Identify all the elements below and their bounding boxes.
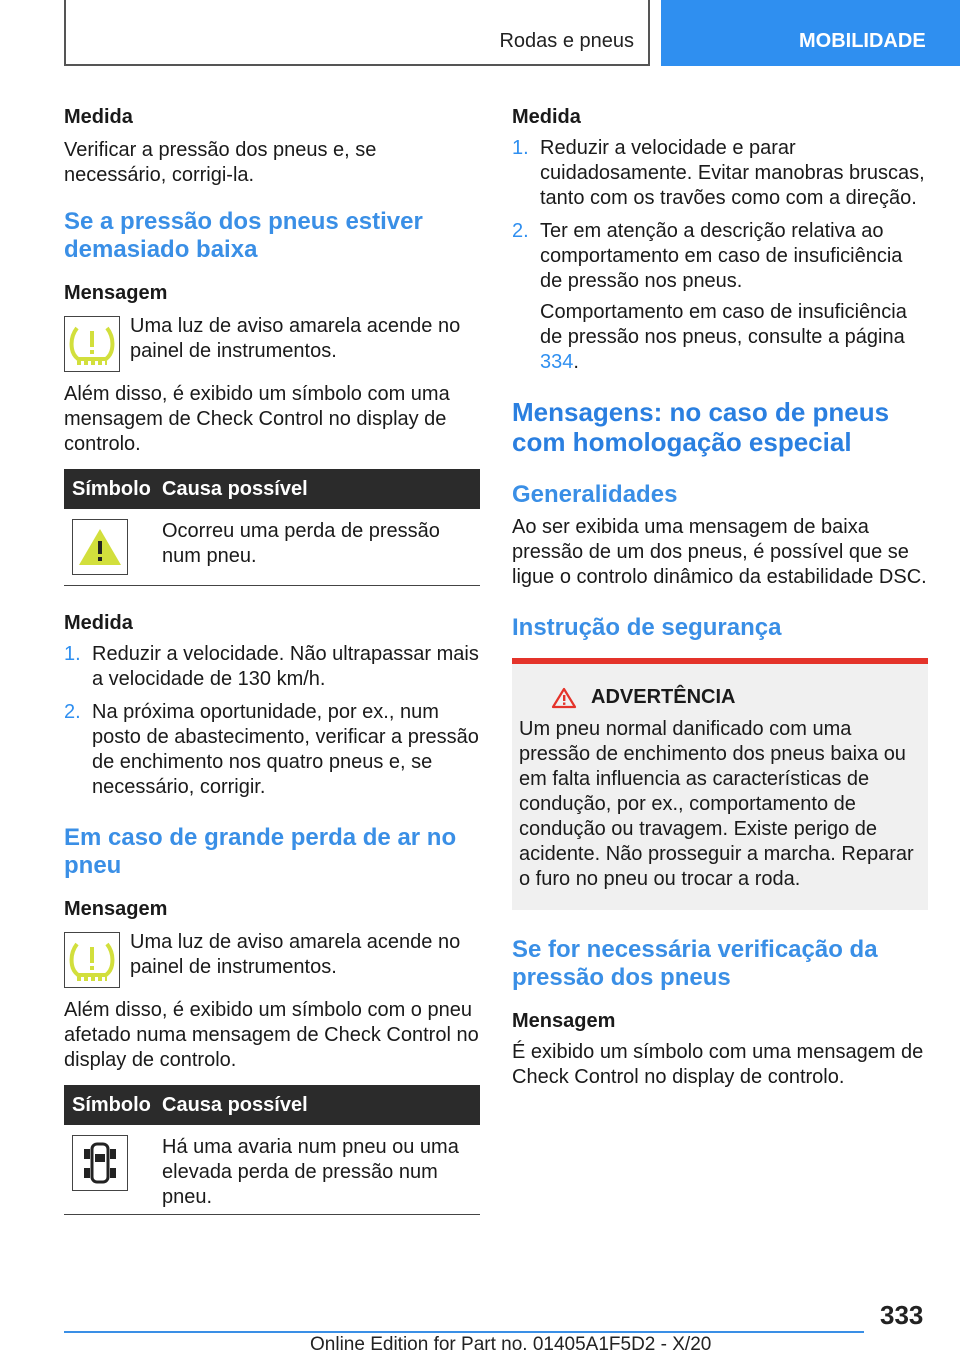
symbol-table (64, 1085, 480, 1215)
list-text: Reduzir a velocidade e parar cuidadosamente. Evitar manobras bruscas, tanto com os travões como com a direção. (540, 137, 925, 209)
heading-low-pressure: Se a pressão dos pneus estiver demasiado baixa (64, 208, 423, 263)
table-header (64, 1085, 480, 1125)
table-row (64, 509, 480, 586)
list-number: 1. (512, 137, 529, 159)
tpms-warning-icon (64, 316, 120, 372)
message-row (64, 930, 480, 988)
mensagem-label: Mensagem (64, 898, 168, 920)
list-item (512, 219, 928, 294)
header-section-title: Rodas e pneus (499, 30, 634, 52)
medida-label: Medida (64, 106, 133, 128)
message-row (64, 314, 480, 372)
page-link[interactable]: 334 (540, 351, 574, 373)
symbol-table (64, 469, 480, 586)
table-cause-text: Ocorreu uma perda de pressão num pneu. (162, 520, 440, 567)
warning-title: ADVERTÊNCIA (591, 686, 736, 708)
heading-air-loss: Em caso de grande perda de ar no pneu (64, 824, 457, 879)
list-text: Reduzir a velocidade. Não ultrapassar mais a velocidade de 130 km/h. (92, 643, 479, 690)
medida-label: Medida (512, 106, 581, 128)
tpms-warning-icon (64, 932, 120, 988)
list-number: 1. (64, 643, 81, 665)
table-cause-text: Há uma avaria num pneu ou uma elevada perda de pressão num pneu. (162, 1136, 459, 1208)
list-number: 2. (512, 220, 529, 242)
medida-text: Verificar a pressão dos pneus e, se necessário, corrigi-la. (64, 139, 377, 186)
right-column (512, 104, 928, 1090)
warning-text: Um pneu normal danificado com uma pressão de enchimento dos pneus baixa ou em falta influencia as características de condução, por ex., comportamento de condução ou travagem. Existe perigo de acidente. Não prosseguir a marcha. Reparar o furo no pneu ou trocar a roda. (519, 718, 914, 890)
heading-safety: Instrução de segurança (512, 614, 782, 641)
mensagem-label: Mensagem (512, 1010, 616, 1032)
message-text: É exibido um símbolo com uma mensagem de Check Control no display de controlo. (512, 1041, 924, 1088)
warning-header (551, 686, 920, 709)
list-number: 2. (64, 701, 81, 723)
table-header-symbol: Símbolo (72, 477, 151, 500)
medida-list (64, 642, 480, 800)
additional-symbol-text: Além disso, é exibido um símbolo com uma mensagem de Check Control no display de controlo. (64, 383, 450, 455)
medida-list (512, 136, 928, 294)
generalidades-text: Ao ser exibida uma mensagem de baixa pressão de um dos pneus, é possível que se ligue o controlo dinâmico da estabilidade DSC. (512, 516, 927, 588)
left-column (64, 104, 480, 1215)
message-text: Uma luz de aviso amarela acende no painel de instrumentos. (130, 931, 461, 978)
table-header-cause: Causa possível (162, 477, 308, 500)
header-left-frame (64, 0, 650, 66)
footer-edition: Online Edition for Part no. 01405A1F5D2 - X/20 (310, 1334, 712, 1355)
list-text: Na próxima oportunidade, por ex., num posto de abastecimento, verificar a pressão de enchimento nos quatro pneus e, se necessário, corrigir. (92, 701, 479, 798)
page-reference-text: Comportamento em caso de insuficiência de pressão nos pneus, consulte a página (540, 301, 907, 348)
table-header (64, 469, 480, 509)
medida-label: Medida (64, 612, 133, 634)
table-header-symbol: Símbolo (72, 1093, 151, 1116)
list-item (512, 136, 928, 211)
page-number: 333 (880, 1300, 924, 1330)
message-text: Uma luz de aviso amarela acende no painel de instrumentos. (130, 315, 461, 362)
table-header-cause: Causa possível (162, 1093, 308, 1116)
table-row (64, 1125, 480, 1215)
list-text: Ter em atenção a descrição relativa ao comportamento em caso de insuficiência de pressão nos pneus. (540, 220, 903, 292)
caution-triangle-icon (72, 519, 128, 575)
list-item (64, 700, 480, 800)
warning-triangle-icon (551, 687, 577, 709)
warning-box (512, 658, 928, 910)
mensagem-label: Mensagem (64, 282, 168, 304)
header-chapter-title: MOBILIDADE (799, 30, 926, 52)
heading-generalidades: Generalidades (512, 481, 678, 508)
list-item (64, 642, 480, 692)
header-chapter-tab (661, 0, 960, 66)
heading-check-pressure: Se for necessária verificação da pressão dos pneus (512, 936, 878, 991)
footer-divider (64, 1331, 864, 1333)
additional-symbol-text: Além disso, é exibido um símbolo com o pneu afetado numa mensagem de Check Control no display de controlo. (64, 999, 479, 1071)
heading-special-tires: Mensagens: no caso de pneus com homologação especial (512, 397, 890, 457)
page-reference: Comportamento em caso de insuficiência de pressão nos pneus, consulte a página 334. (540, 301, 907, 373)
car-tire-icon (72, 1135, 128, 1191)
